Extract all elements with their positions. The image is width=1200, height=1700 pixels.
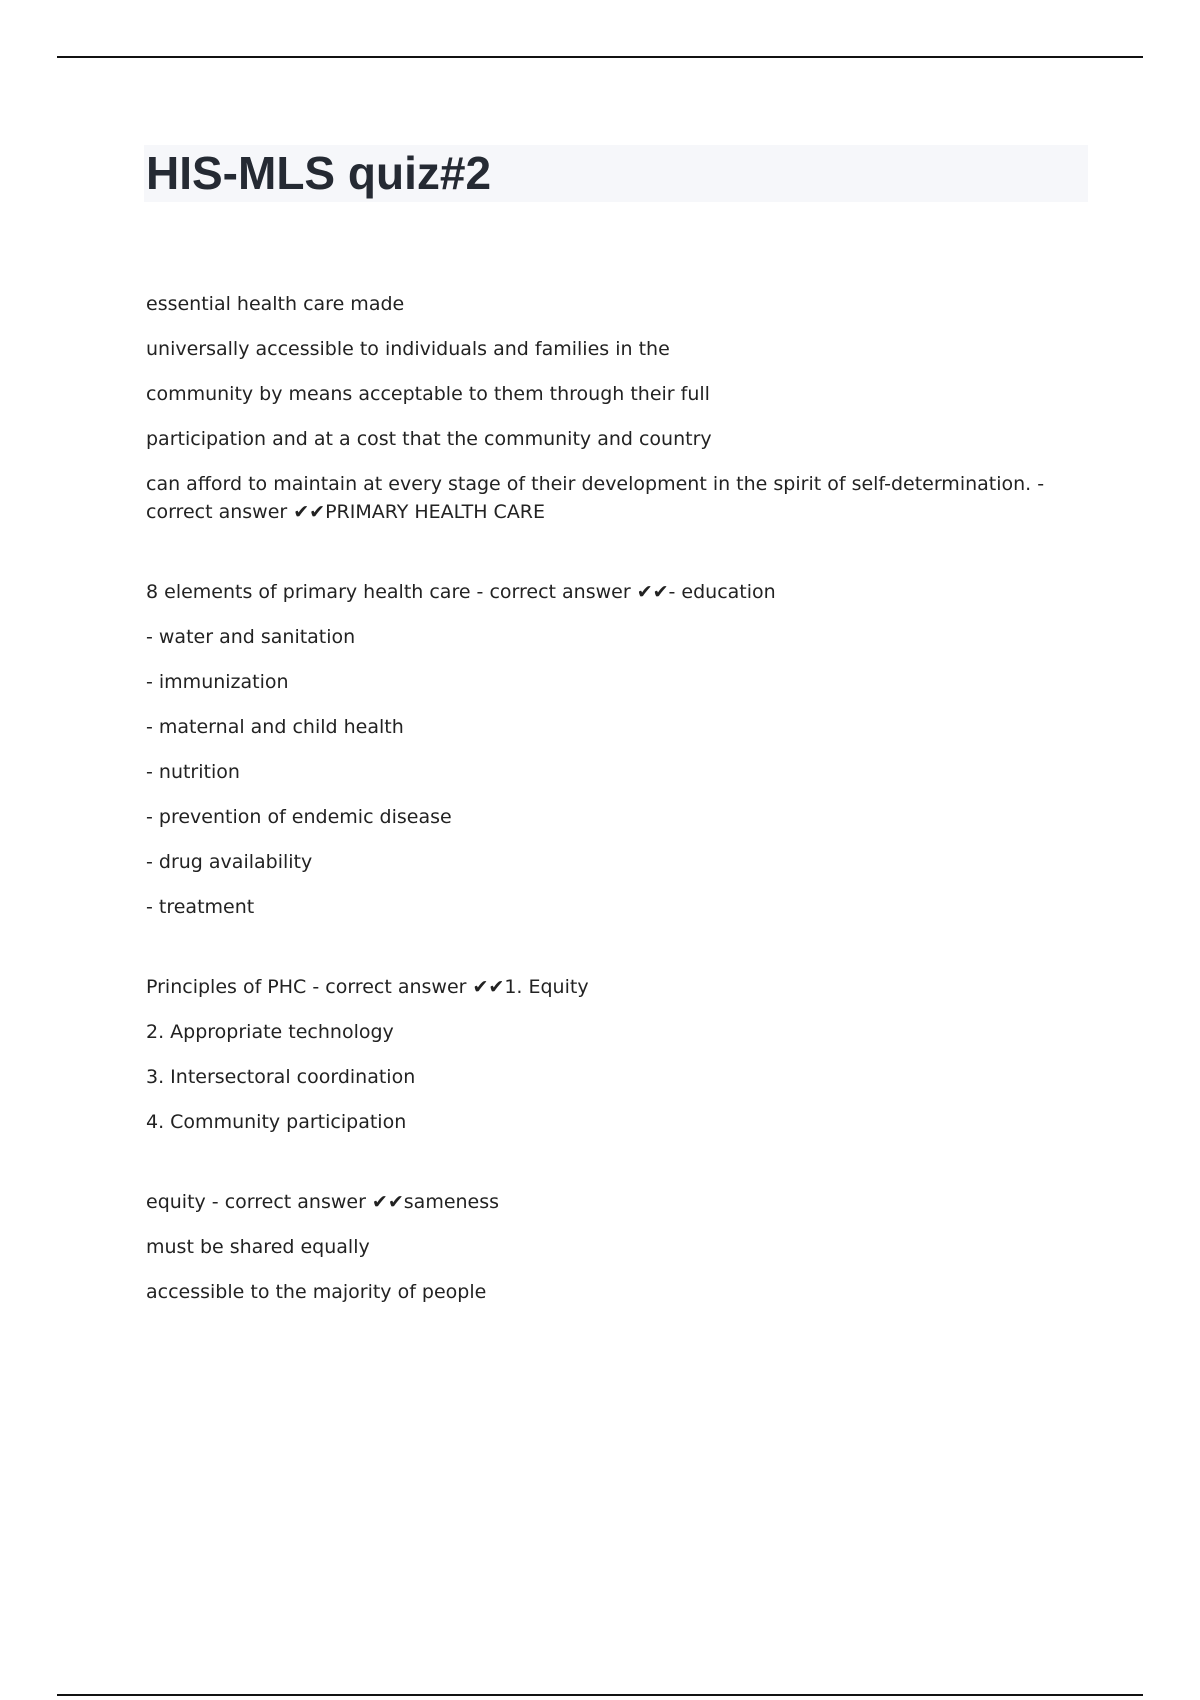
list-item: - maternal and child health <box>146 716 404 738</box>
document-body <box>146 290 1066 1358</box>
text-line: must be shared equally <box>146 1236 370 1258</box>
text-line: participation and at a cost that the community and country <box>146 428 712 450</box>
qa-block-primary-health-care <box>146 290 1066 526</box>
text-line: community by means acceptable to them through their full <box>146 383 710 405</box>
list-item: 2. Appropriate technology <box>146 1021 394 1043</box>
text-line: can afford to maintain at every stage of their development in the spirit of self-determination. - correct answer ✔✔PRIMARY HEALTH CARE <box>146 473 1045 523</box>
qa-block-elements <box>146 578 1066 921</box>
list-item: - nutrition <box>146 761 240 783</box>
top-rule <box>57 56 1143 58</box>
list-item: - immunization <box>146 671 289 693</box>
qa-block-equity <box>146 1188 1066 1306</box>
bottom-rule <box>57 1694 1143 1696</box>
list-item: 4. Community participation <box>146 1111 407 1133</box>
text-line: accessible to the majority of people <box>146 1281 487 1303</box>
text-line: Principles of PHC - correct answer ✔✔1. Equity <box>146 976 589 998</box>
list-item: - prevention of endemic disease <box>146 806 452 828</box>
list-item: - water and sanitation <box>146 626 356 648</box>
qa-block-principles <box>146 973 1066 1136</box>
document-title: HIS-MLS quiz#2 <box>146 147 492 199</box>
text-line: 8 elements of primary health care - correct answer ✔✔- education <box>146 581 776 603</box>
text-line: universally accessible to individuals and families in the <box>146 338 670 360</box>
text-line: equity - correct answer ✔✔sameness <box>146 1191 500 1213</box>
list-item: - treatment <box>146 896 255 918</box>
text-line: essential health care made <box>146 293 405 315</box>
list-item: 3. Intersectoral coordination <box>146 1066 416 1088</box>
list-item: - drug availability <box>146 851 313 873</box>
